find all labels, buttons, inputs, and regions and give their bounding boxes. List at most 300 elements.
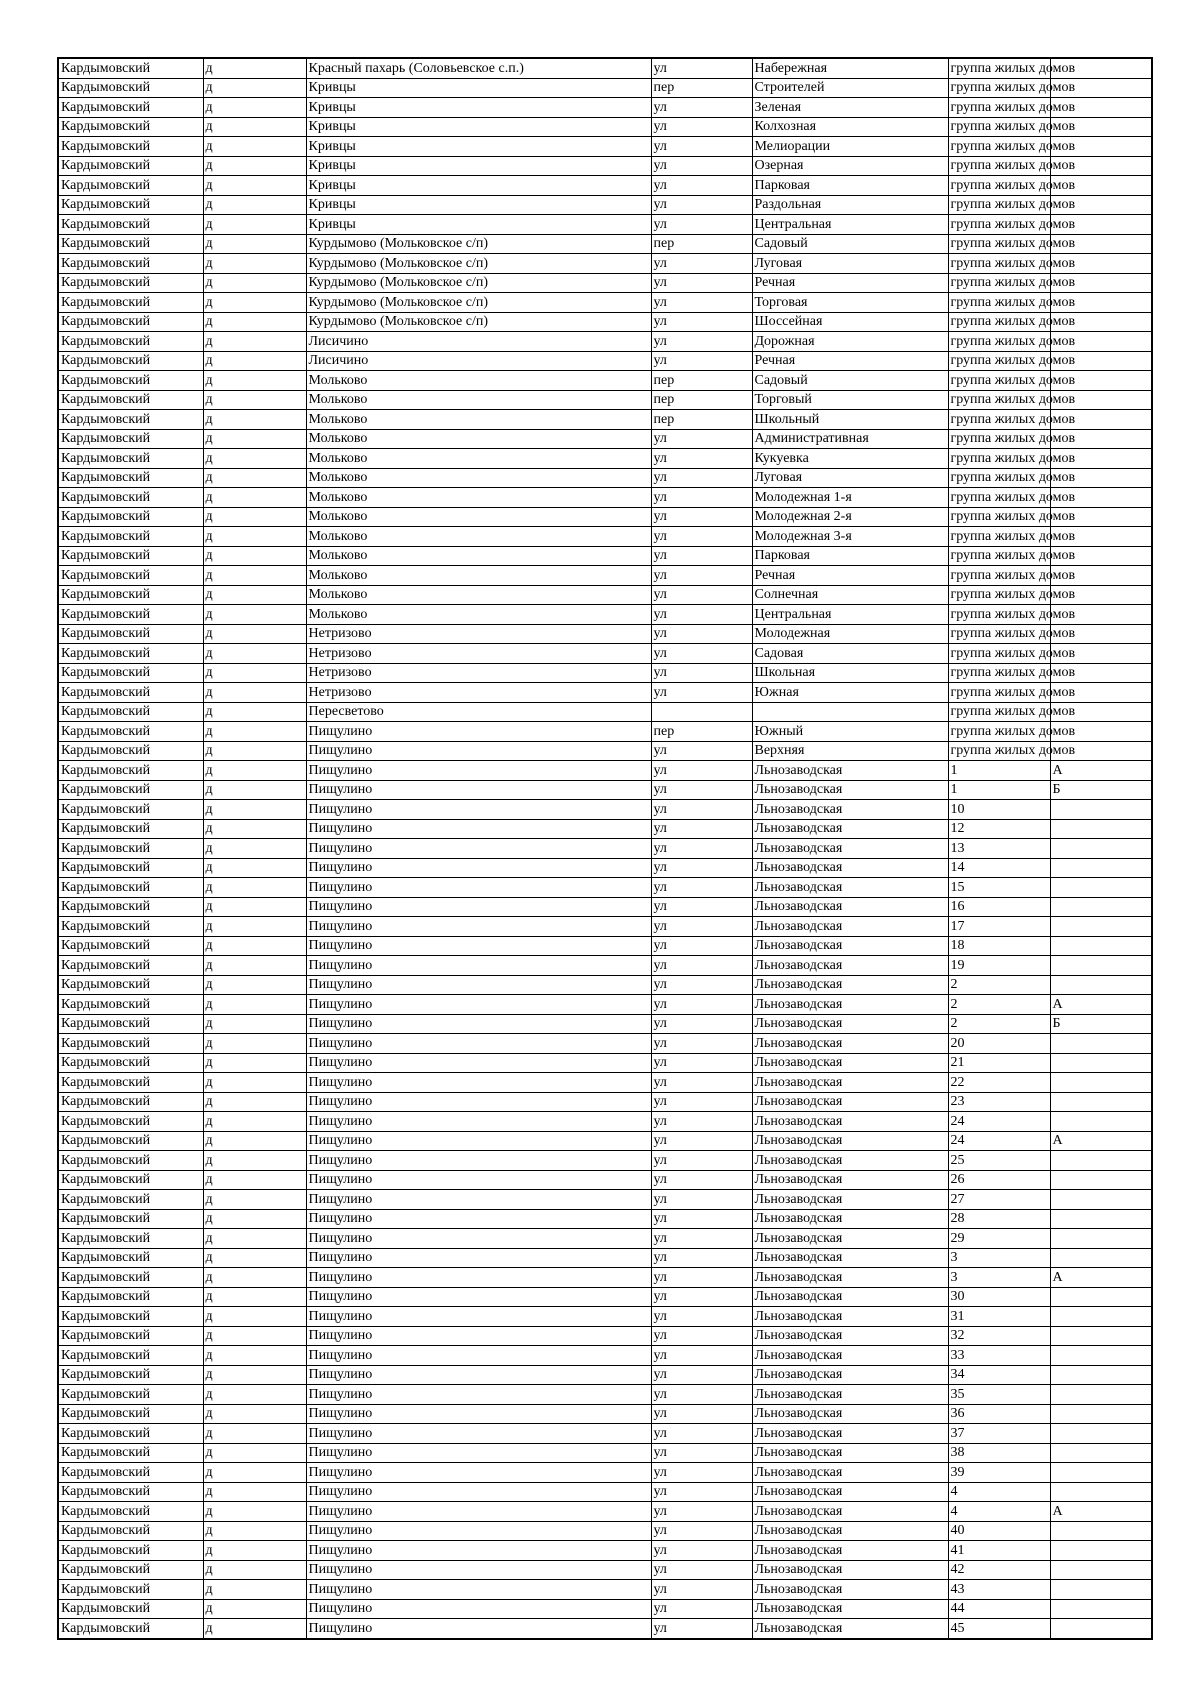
district-cell: Кардымовский [58,702,203,722]
building-letter-cell [1050,975,1152,995]
table-body [58,58,1152,1639]
house-cell: 35 [948,1385,1050,1405]
house-cell: 45 [948,1619,1050,1639]
street-name-cell: Строителей [752,78,948,98]
house-cell: 19 [948,956,1050,976]
table-row [58,1209,1152,1229]
house-cell: 23 [948,1092,1050,1112]
locality-name-cell: Мольково [306,429,651,449]
locality-type-cell: д [203,975,306,995]
street-type-cell: пер [651,78,752,98]
building-letter-cell [1050,1365,1152,1385]
street-type-cell: ул [651,429,752,449]
street-type-cell: ул [651,683,752,703]
street-type-cell: ул [651,956,752,976]
street-name-cell: Торговая [752,293,948,313]
building-letter-cell [1050,1404,1152,1424]
table-row [58,1326,1152,1346]
table-row [58,1599,1152,1619]
building-letter-cell [1050,1521,1152,1541]
table-row [58,410,1152,430]
district-cell: Кардымовский [58,273,203,293]
district-cell: Кардымовский [58,1034,203,1054]
street-type-cell: ул [651,332,752,352]
street-name-cell: Льнозаводская [752,878,948,898]
street-name-cell: Льнозаводская [752,780,948,800]
house-cell: группа жилых домов [948,195,1050,215]
building-letter-cell [1050,1482,1152,1502]
table-row [58,644,1152,664]
table-row [58,117,1152,137]
building-letter-cell [1050,1170,1152,1190]
street-name-cell: Речная [752,273,948,293]
locality-name-cell: Пищулино [306,975,651,995]
locality-type-cell: д [203,312,306,332]
house-cell: 36 [948,1404,1050,1424]
locality-type-cell: д [203,1521,306,1541]
table-row [58,98,1152,118]
table-row [58,137,1152,157]
locality-type-cell: д [203,1073,306,1093]
table-row [58,312,1152,332]
locality-name-cell: Пищулино [306,995,651,1015]
house-cell: 4 [948,1502,1050,1522]
locality-name-cell: Пищулино [306,800,651,820]
locality-name-cell: Пищулино [306,1599,651,1619]
locality-name-cell: Пищулино [306,761,651,781]
locality-name-cell: Кривцы [306,78,651,98]
locality-name-cell: Пищулино [306,936,651,956]
locality-type-cell: д [203,1463,306,1483]
street-type-cell: ул [651,1190,752,1210]
locality-type-cell: д [203,1170,306,1190]
district-cell: Кардымовский [58,371,203,391]
locality-name-cell: Мольково [306,507,651,527]
district-cell: Кардымовский [58,293,203,313]
house-cell: 21 [948,1053,1050,1073]
house-cell: 4 [948,1482,1050,1502]
house-cell: 20 [948,1034,1050,1054]
locality-name-cell: Пищулино [306,1346,651,1366]
table-row [58,1092,1152,1112]
locality-type-cell: д [203,800,306,820]
street-type-cell: ул [651,663,752,683]
locality-type-cell: д [203,546,306,566]
locality-type-cell: д [203,1326,306,1346]
table-row [58,1443,1152,1463]
street-type-cell: ул [651,1131,752,1151]
building-letter-cell [1050,1151,1152,1171]
street-name-cell: Льнозаводская [752,858,948,878]
district-cell: Кардымовский [58,566,203,586]
locality-name-cell: Пищулино [306,1209,651,1229]
street-name-cell: Школьная [752,663,948,683]
locality-type-cell: д [203,1619,306,1639]
district-cell: Кардымовский [58,351,203,371]
locality-name-cell: Мольково [306,468,651,488]
street-type-cell: ул [651,58,752,78]
table-row [58,1502,1152,1522]
district-cell: Кардымовский [58,1131,203,1151]
locality-type-cell: д [203,468,306,488]
locality-type-cell: д [203,429,306,449]
table-row [58,429,1152,449]
district-cell: Кардымовский [58,683,203,703]
street-name-cell: Мелиорации [752,137,948,157]
building-letter-cell [1050,1053,1152,1073]
street-name-cell: Южный [752,722,948,742]
table-row [58,1385,1152,1405]
building-letter-cell: Б [1050,780,1152,800]
locality-name-cell: Пищулино [306,1229,651,1249]
table-row [58,1365,1152,1385]
building-letter-cell [1050,1092,1152,1112]
building-letter-cell [1050,1209,1152,1229]
street-type-cell: пер [651,722,752,742]
locality-name-cell: Курдымово (Мольковское с/п) [306,273,651,293]
street-name-cell: Льнозаводская [752,761,948,781]
district-cell: Кардымовский [58,78,203,98]
house-cell: 3 [948,1268,1050,1288]
locality-name-cell: Мольково [306,605,651,625]
house-cell: группа жилых домов [948,546,1050,566]
building-letter-cell [1050,1385,1152,1405]
building-letter-cell [1050,1034,1152,1054]
district-cell: Кардымовский [58,1482,203,1502]
street-type-cell: ул [651,195,752,215]
district-cell: Кардымовский [58,897,203,917]
street-type-cell [651,702,752,722]
house-cell: группа жилых домов [948,566,1050,586]
street-type-cell: ул [651,351,752,371]
table-row [58,1560,1152,1580]
district-cell: Кардымовский [58,234,203,254]
table-row [58,1580,1152,1600]
table-row [58,839,1152,859]
locality-name-cell: Нетризово [306,644,651,664]
locality-type-cell: д [203,527,306,547]
locality-type-cell: д [203,1190,306,1210]
street-name-cell: Молодежная 3-я [752,527,948,547]
district-cell: Кардымовский [58,1424,203,1444]
house-cell: группа жилых домов [948,410,1050,430]
street-name-cell: Льнозаводская [752,839,948,859]
district-cell: Кардымовский [58,527,203,547]
locality-type-cell: д [203,605,306,625]
locality-name-cell: Пищулино [306,1502,651,1522]
street-name-cell: Молодежная [752,624,948,644]
table-row [58,1248,1152,1268]
house-cell: 2 [948,1014,1050,1034]
table-row [58,234,1152,254]
locality-name-cell: Мольково [306,527,651,547]
street-type-cell: ул [651,1034,752,1054]
district-cell: Кардымовский [58,1385,203,1405]
street-name-cell: Льнозаводская [752,800,948,820]
locality-type-cell: д [203,917,306,937]
building-letter-cell: А [1050,761,1152,781]
table-row [58,449,1152,469]
building-letter-cell [1050,1619,1152,1639]
street-type-cell: ул [651,741,752,761]
locality-type-cell: д [203,1443,306,1463]
locality-name-cell: Пищулино [306,1482,651,1502]
locality-name-cell: Пищулино [306,917,651,937]
building-letter-cell [1050,839,1152,859]
house-cell: 34 [948,1365,1050,1385]
district-cell: Кардымовский [58,722,203,742]
district-cell: Кардымовский [58,429,203,449]
house-cell: группа жилых домов [948,507,1050,527]
locality-name-cell: Кривцы [306,176,651,196]
building-letter-cell [1050,1287,1152,1307]
street-type-cell: ул [651,1229,752,1249]
table-row [58,1151,1152,1171]
building-letter-cell [1050,1326,1152,1346]
district-cell: Кардымовский [58,1209,203,1229]
street-name-cell: Льнозаводская [752,1599,948,1619]
street-type-cell: ул [651,1443,752,1463]
street-type-cell: ул [651,1560,752,1580]
district-cell: Кардымовский [58,858,203,878]
house-cell: группа жилых домов [948,468,1050,488]
street-type-cell: ул [651,1151,752,1171]
street-name-cell: Льнозаводская [752,1229,948,1249]
district-cell: Кардымовский [58,1346,203,1366]
locality-type-cell: д [203,234,306,254]
locality-name-cell: Лисичино [306,332,651,352]
house-cell: 17 [948,917,1050,937]
building-letter-cell: Б [1050,1014,1152,1034]
house-cell: группа жилых домов [948,390,1050,410]
table-row [58,1619,1152,1639]
house-cell: 38 [948,1443,1050,1463]
street-name-cell: Верхняя [752,741,948,761]
house-cell: группа жилых домов [948,371,1050,391]
street-name-cell: Льнозаводская [752,1326,948,1346]
house-cell: группа жилых домов [948,137,1050,157]
locality-type-cell: д [203,254,306,274]
street-name-cell: Зеленая [752,98,948,118]
house-cell: группа жилых домов [948,215,1050,235]
district-cell: Кардымовский [58,1190,203,1210]
district-cell: Кардымовский [58,839,203,859]
street-name-cell: Садовая [752,644,948,664]
street-type-cell: ул [651,1112,752,1132]
locality-name-cell: Кривцы [306,215,651,235]
table-row [58,390,1152,410]
locality-name-cell: Пищулино [306,1112,651,1132]
locality-name-cell: Пищулино [306,1580,651,1600]
district-cell: Кардымовский [58,1326,203,1346]
street-name-cell: Садовый [752,234,948,254]
district-cell: Кардымовский [58,936,203,956]
house-cell: группа жилых домов [948,78,1050,98]
table-row [58,819,1152,839]
locality-type-cell: д [203,1248,306,1268]
locality-name-cell: Пищулино [306,1521,651,1541]
table-row [58,605,1152,625]
street-name-cell: Молодежная 2-я [752,507,948,527]
street-name-cell: Льнозаводская [752,1463,948,1483]
street-type-cell: ул [651,1307,752,1327]
house-cell: группа жилых домов [948,176,1050,196]
district-cell: Кардымовский [58,780,203,800]
table-row [58,293,1152,313]
street-type-cell: ул [651,449,752,469]
street-type-cell: ул [651,936,752,956]
table-row [58,683,1152,703]
district-cell: Кардымовский [58,761,203,781]
house-cell: 18 [948,936,1050,956]
street-name-cell: Садовый [752,371,948,391]
district-cell: Кардымовский [58,1365,203,1385]
building-letter-cell [1050,917,1152,937]
table-row [58,566,1152,586]
locality-name-cell: Пищулино [306,858,651,878]
house-cell: группа жилых домов [948,449,1050,469]
table-row [58,1073,1152,1093]
street-type-cell: ул [651,780,752,800]
building-letter-cell [1050,1073,1152,1093]
locality-type-cell: д [203,449,306,469]
locality-name-cell: Курдымово (Мольковское с/п) [306,293,651,313]
locality-type-cell: д [203,839,306,859]
locality-type-cell: д [203,956,306,976]
house-cell: 14 [948,858,1050,878]
building-letter-cell: А [1050,1268,1152,1288]
house-cell: группа жилых домов [948,351,1050,371]
district-cell: Кардымовский [58,1268,203,1288]
district-cell: Кардымовский [58,449,203,469]
district-cell: Кардымовский [58,312,203,332]
district-cell: Кардымовский [58,644,203,664]
street-type-cell: ул [651,761,752,781]
house-cell: группа жилых домов [948,156,1050,176]
address-table [57,57,1153,1640]
house-cell: группа жилых домов [948,332,1050,352]
district-cell: Кардымовский [58,1229,203,1249]
locality-name-cell: Лисичино [306,351,651,371]
locality-type-cell: д [203,1014,306,1034]
street-type-cell: ул [651,1424,752,1444]
locality-name-cell: Красный пахарь (Соловьевское с.п.) [306,58,651,78]
house-cell: 12 [948,819,1050,839]
table-row [58,1053,1152,1073]
locality-type-cell: д [203,1560,306,1580]
table-row [58,663,1152,683]
street-name-cell: Льнозаводская [752,936,948,956]
house-cell: группа жилых домов [948,722,1050,742]
locality-name-cell: Пищулино [306,1014,651,1034]
district-cell: Кардымовский [58,1053,203,1073]
table-row [58,273,1152,293]
locality-type-cell: д [203,156,306,176]
house-cell: 40 [948,1521,1050,1541]
locality-name-cell: Мольково [306,585,651,605]
street-type-cell: ул [651,273,752,293]
street-name-cell: Льнозаводская [752,1385,948,1405]
street-type-cell: ул [651,995,752,1015]
table-row [58,527,1152,547]
street-name-cell: Парковая [752,546,948,566]
locality-type-cell: д [203,1385,306,1405]
street-name-cell: Льнозаводская [752,1209,948,1229]
street-name-cell: Льнозаводская [752,1151,948,1171]
street-type-cell: ул [651,1385,752,1405]
street-name-cell: Льнозаводская [752,1502,948,1522]
locality-name-cell: Мольково [306,390,651,410]
locality-name-cell: Пищулино [306,1248,651,1268]
house-cell: 2 [948,995,1050,1015]
locality-type-cell: д [203,1307,306,1327]
house-cell: группа жилых домов [948,312,1050,332]
street-type-cell: ул [651,644,752,664]
house-cell: 37 [948,1424,1050,1444]
locality-name-cell: Пересветово [306,702,651,722]
district-cell: Кардымовский [58,1248,203,1268]
locality-type-cell: д [203,1424,306,1444]
locality-type-cell: д [203,1541,306,1561]
table-row [58,78,1152,98]
street-name-cell: Льнозаводская [752,1092,948,1112]
street-name-cell: Речная [752,566,948,586]
district-cell: Кардымовский [58,663,203,683]
locality-name-cell: Кривцы [306,156,651,176]
locality-type-cell: д [203,1151,306,1171]
street-type-cell: ул [651,1287,752,1307]
house-cell: группа жилых домов [948,273,1050,293]
street-name-cell: Льнозаводская [752,1287,948,1307]
street-name-cell: Парковая [752,176,948,196]
street-name-cell: Льнозаводская [752,1443,948,1463]
locality-type-cell: д [203,98,306,118]
table-row [58,761,1152,781]
street-name-cell: Льнозаводская [752,1073,948,1093]
street-name-cell: Льнозаводская [752,1346,948,1366]
district-cell: Кардымовский [58,1073,203,1093]
table-row [58,156,1152,176]
locality-name-cell: Пищулино [306,1307,651,1327]
locality-type-cell: д [203,683,306,703]
locality-type-cell: д [203,1229,306,1249]
street-type-cell: ул [651,897,752,917]
street-name-cell: Школьный [752,410,948,430]
street-type-cell: ул [651,468,752,488]
street-name-cell: Льнозаводская [752,1248,948,1268]
street-type-cell: ул [651,1014,752,1034]
house-cell: 3 [948,1248,1050,1268]
table-row [58,917,1152,937]
house-cell: 16 [948,897,1050,917]
locality-type-cell: д [203,117,306,137]
locality-type-cell: д [203,293,306,313]
district-cell: Кардымовский [58,956,203,976]
locality-type-cell: д [203,585,306,605]
locality-name-cell: Пищулино [306,1365,651,1385]
locality-type-cell: д [203,1346,306,1366]
locality-type-cell: д [203,878,306,898]
locality-name-cell: Курдымово (Мольковское с/п) [306,254,651,274]
street-name-cell: Льнозаводская [752,819,948,839]
house-cell: 27 [948,1190,1050,1210]
district-cell: Кардымовский [58,137,203,157]
street-type-cell: ул [651,1541,752,1561]
locality-name-cell: Пищулино [306,819,651,839]
locality-type-cell: д [203,722,306,742]
street-name-cell: Раздольная [752,195,948,215]
locality-type-cell: д [203,1365,306,1385]
